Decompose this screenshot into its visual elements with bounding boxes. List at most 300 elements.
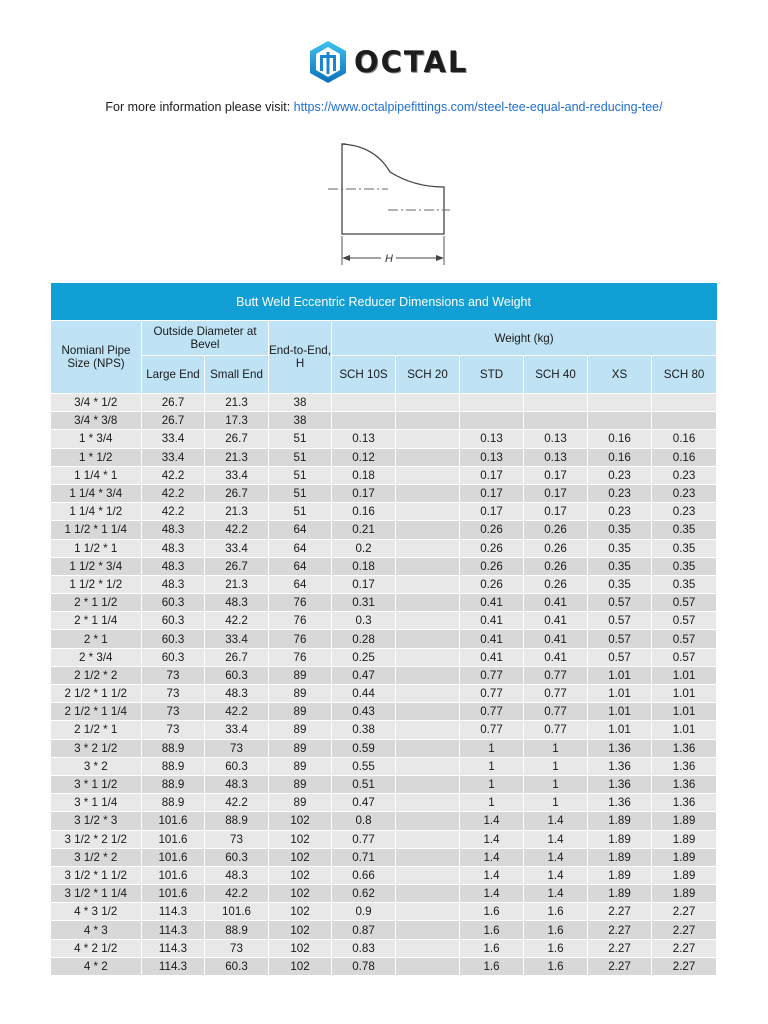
cell-sch20 (396, 612, 460, 630)
table-row (51, 957, 717, 975)
cell-std: 0.41 (460, 594, 524, 612)
cell-std: 1 (460, 775, 524, 793)
cell-sch10s: 0.62 (332, 885, 396, 903)
cell-xs: 0.57 (588, 594, 652, 612)
cell-large-end: 114.3 (142, 921, 205, 939)
cell-xs: 0.16 (588, 448, 652, 466)
cell-sch80: 0.35 (652, 521, 717, 539)
cell-end-to-end: 76 (269, 648, 332, 666)
cell-end-to-end: 102 (269, 921, 332, 939)
cell-sch40: 0.41 (524, 612, 588, 630)
cell-large-end: 101.6 (142, 885, 205, 903)
cell-small-end: 73 (205, 830, 269, 848)
cell-small-end: 42.2 (205, 885, 269, 903)
cell-sch80: 0.35 (652, 575, 717, 593)
cell-sch40: 0.26 (524, 575, 588, 593)
cell-sch20 (396, 739, 460, 757)
cell-sch80: 2.27 (652, 939, 717, 957)
cell-xs: 1.01 (588, 721, 652, 739)
cell-sch20 (396, 466, 460, 484)
cell-large-end: 26.7 (142, 394, 205, 412)
cell-large-end: 88.9 (142, 775, 205, 793)
cell-large-end: 114.3 (142, 903, 205, 921)
cell-large-end: 88.9 (142, 757, 205, 775)
cell-std: 0.77 (460, 666, 524, 684)
cell-sch10s: 0.66 (332, 866, 396, 884)
cell-sch10s: 0.47 (332, 794, 396, 812)
cell-small-end: 26.7 (205, 557, 269, 575)
cell-std: 1.4 (460, 830, 524, 848)
cell-sch40: 0.77 (524, 703, 588, 721)
cell-sch20 (396, 648, 460, 666)
cell-sch80: 0.57 (652, 648, 717, 666)
cell-end-to-end: 51 (269, 484, 332, 502)
cell-small-end: 33.4 (205, 630, 269, 648)
cell-sch80: 0.16 (652, 448, 717, 466)
table-row (51, 466, 717, 484)
cell-small-end: 88.9 (205, 812, 269, 830)
cell-sch20 (396, 394, 460, 412)
cell-sch40: 1.6 (524, 903, 588, 921)
cell-large-end: 33.4 (142, 430, 205, 448)
cell-large-end: 101.6 (142, 812, 205, 830)
header-od: Outside Diameter at Bevel (142, 321, 269, 356)
cell-std: 1.6 (460, 939, 524, 957)
cell-nps: 2 * 3/4 (51, 648, 142, 666)
cell-sch80: 2.27 (652, 957, 717, 975)
cell-large-end: 60.3 (142, 594, 205, 612)
table-row (51, 539, 717, 557)
cell-nps: 2 1/2 * 1 1/4 (51, 703, 142, 721)
header-small-end: Small End (205, 356, 269, 394)
cell-sch20 (396, 521, 460, 539)
cell-sch80: 0.16 (652, 430, 717, 448)
cell-xs: 1.89 (588, 885, 652, 903)
cell-sch10s: 0.47 (332, 666, 396, 684)
cell-sch10s: 0.12 (332, 448, 396, 466)
cell-end-to-end: 102 (269, 848, 332, 866)
cell-end-to-end: 64 (269, 521, 332, 539)
cell-sch10s: 0.55 (332, 757, 396, 775)
cell-end-to-end: 51 (269, 503, 332, 521)
cell-sch80: 0.57 (652, 630, 717, 648)
cell-std: 1.6 (460, 903, 524, 921)
cell-sch20 (396, 666, 460, 684)
cell-sch10s: 0.9 (332, 903, 396, 921)
cell-std: 1.4 (460, 812, 524, 830)
cell-large-end: 33.4 (142, 448, 205, 466)
cell-sch80: 2.27 (652, 903, 717, 921)
cell-sch20 (396, 757, 460, 775)
cell-sch10s: 0.28 (332, 630, 396, 648)
cell-std: 0.41 (460, 612, 524, 630)
cell-nps: 1 1/4 * 1 (51, 466, 142, 484)
table-title: Butt Weld Eccentric Reducer Dimensions and Weight (51, 283, 717, 321)
cell-sch20 (396, 503, 460, 521)
table-row (51, 885, 717, 903)
header-xs: XS (588, 356, 652, 394)
cell-xs: 1.36 (588, 794, 652, 812)
cell-nps: 3 1/2 * 2 (51, 848, 142, 866)
cell-sch80: 0.23 (652, 484, 717, 502)
cell-xs: 1.01 (588, 685, 652, 703)
cell-end-to-end: 76 (269, 630, 332, 648)
cell-nps: 1 * 1/2 (51, 448, 142, 466)
cell-large-end: 101.6 (142, 866, 205, 884)
cell-sch10s: 0.83 (332, 939, 396, 957)
cell-small-end: 60.3 (205, 757, 269, 775)
cell-sch20 (396, 575, 460, 593)
cell-sch20 (396, 430, 460, 448)
cell-xs: 1.36 (588, 739, 652, 757)
cell-sch10s: 0.44 (332, 685, 396, 703)
cell-sch80 (652, 394, 717, 412)
cell-sch80 (652, 412, 717, 430)
cell-sch80: 1.89 (652, 830, 717, 848)
table-row (51, 666, 717, 684)
cell-sch80: 1.01 (652, 721, 717, 739)
cell-xs: 0.57 (588, 612, 652, 630)
cell-small-end: 26.7 (205, 648, 269, 666)
table-row (51, 612, 717, 630)
cell-sch80: 2.27 (652, 921, 717, 939)
cell-large-end: 101.6 (142, 830, 205, 848)
octal-hexagon-logo-icon (308, 40, 348, 84)
cell-end-to-end: 102 (269, 830, 332, 848)
cell-std: 0.77 (460, 685, 524, 703)
cell-sch40: 0.13 (524, 430, 588, 448)
table-row (51, 557, 717, 575)
cell-xs: 1.36 (588, 757, 652, 775)
cell-small-end: 42.2 (205, 794, 269, 812)
cell-sch80: 1.36 (652, 757, 717, 775)
cell-nps: 2 * 1 1/2 (51, 594, 142, 612)
cell-large-end: 48.3 (142, 557, 205, 575)
cell-large-end: 114.3 (142, 957, 205, 975)
header-sch40: SCH 40 (524, 356, 588, 394)
cell-end-to-end: 102 (269, 812, 332, 830)
brand-name: OCTAL (354, 45, 469, 79)
info-prefix: For more information please visit: (105, 100, 294, 114)
cell-nps: 1 1/2 * 1 1/4 (51, 521, 142, 539)
cell-xs: 0.23 (588, 503, 652, 521)
cell-sch20 (396, 557, 460, 575)
cell-large-end: 60.3 (142, 612, 205, 630)
cell-small-end: 21.3 (205, 394, 269, 412)
cell-small-end: 33.4 (205, 539, 269, 557)
cell-sch10s: 0.78 (332, 957, 396, 975)
table-row (51, 412, 717, 430)
table-row (51, 575, 717, 593)
cell-xs: 0.23 (588, 484, 652, 502)
cell-sch40: 1.6 (524, 921, 588, 939)
table-row (51, 903, 717, 921)
cell-sch10s: 0.13 (332, 430, 396, 448)
cell-large-end: 88.9 (142, 794, 205, 812)
cell-end-to-end: 64 (269, 575, 332, 593)
cell-end-to-end: 76 (269, 594, 332, 612)
cell-end-to-end: 76 (269, 612, 332, 630)
cell-sch10s: 0.71 (332, 848, 396, 866)
table-row (51, 630, 717, 648)
cell-xs: 0.35 (588, 575, 652, 593)
cell-nps: 3/4 * 3/8 (51, 412, 142, 430)
cell-small-end: 42.2 (205, 703, 269, 721)
cell-end-to-end: 89 (269, 703, 332, 721)
cell-sch20 (396, 448, 460, 466)
cell-nps: 1 1/2 * 3/4 (51, 557, 142, 575)
cell-xs: 1.36 (588, 775, 652, 793)
cell-std (460, 394, 524, 412)
cell-sch40: 1 (524, 775, 588, 793)
cell-large-end: 42.2 (142, 484, 205, 502)
cell-std: 1.4 (460, 885, 524, 903)
table-row (51, 830, 717, 848)
cell-std: 0.26 (460, 575, 524, 593)
cell-xs: 0.57 (588, 648, 652, 666)
cell-sch20 (396, 721, 460, 739)
cell-std: 0.17 (460, 503, 524, 521)
cell-std: 0.26 (460, 557, 524, 575)
cell-small-end: 60.3 (205, 666, 269, 684)
cell-nps: 4 * 3 (51, 921, 142, 939)
brand-logo (308, 38, 488, 86)
table-row (51, 430, 717, 448)
cell-sch40: 0.17 (524, 503, 588, 521)
cell-sch20 (396, 939, 460, 957)
cell-small-end: 48.3 (205, 775, 269, 793)
cell-xs: 1.01 (588, 703, 652, 721)
cell-small-end: 73 (205, 739, 269, 757)
table-row (51, 812, 717, 830)
cell-sch80: 0.57 (652, 594, 717, 612)
cell-nps: 3 1/2 * 3 (51, 812, 142, 830)
table-row (51, 703, 717, 721)
cell-nps: 1 1/2 * 1 (51, 539, 142, 557)
cell-end-to-end: 38 (269, 412, 332, 430)
cell-small-end: 26.7 (205, 430, 269, 448)
cell-nps: 2 * 1 1/4 (51, 612, 142, 630)
cell-sch10s: 0.21 (332, 521, 396, 539)
cell-end-to-end: 102 (269, 939, 332, 957)
cell-sch80: 1.89 (652, 866, 717, 884)
table-row (51, 794, 717, 812)
cell-sch20 (396, 921, 460, 939)
cell-sch40: 1.4 (524, 812, 588, 830)
cell-end-to-end: 89 (269, 775, 332, 793)
cell-end-to-end: 89 (269, 685, 332, 703)
cell-std: 0.13 (460, 448, 524, 466)
cell-nps: 2 * 1 (51, 630, 142, 648)
cell-sch20 (396, 630, 460, 648)
cell-sch10s: 0.59 (332, 739, 396, 757)
cell-sch20 (396, 539, 460, 557)
cell-small-end: 48.3 (205, 866, 269, 884)
cell-sch40: 0.41 (524, 594, 588, 612)
cell-large-end: 42.2 (142, 503, 205, 521)
cell-sch80: 1.89 (652, 848, 717, 866)
cell-nps: 3 * 2 (51, 757, 142, 775)
cell-sch80: 0.35 (652, 557, 717, 575)
cell-end-to-end: 51 (269, 430, 332, 448)
cell-std: 1 (460, 757, 524, 775)
cell-sch40: 0.26 (524, 539, 588, 557)
table-row (51, 394, 717, 412)
cell-xs: 1.89 (588, 866, 652, 884)
dimension-h-label: H (385, 253, 393, 265)
cell-sch10s: 0.31 (332, 594, 396, 612)
header-sch10s: SCH 10S (332, 356, 396, 394)
cell-small-end: 73 (205, 939, 269, 957)
header-std: STD (460, 356, 524, 394)
cell-sch40: 0.41 (524, 630, 588, 648)
table-body (51, 394, 717, 976)
info-line (0, 100, 768, 114)
table-row (51, 848, 717, 866)
cell-sch20 (396, 885, 460, 903)
cell-nps: 4 * 3 1/2 (51, 903, 142, 921)
cell-xs: 0.35 (588, 539, 652, 557)
cell-sch80: 1.36 (652, 739, 717, 757)
header-weight: Weight (kg) (332, 321, 717, 356)
cell-end-to-end: 102 (269, 957, 332, 975)
cell-sch10s: 0.51 (332, 775, 396, 793)
cell-end-to-end: 51 (269, 448, 332, 466)
cell-xs: 2.27 (588, 921, 652, 939)
cell-sch10s: 0.16 (332, 503, 396, 521)
cell-end-to-end: 102 (269, 885, 332, 903)
cell-sch10s: 0.77 (332, 830, 396, 848)
cell-end-to-end: 89 (269, 721, 332, 739)
cell-xs: 1.89 (588, 830, 652, 848)
cell-sch80: 1.89 (652, 812, 717, 830)
cell-xs: 2.27 (588, 957, 652, 975)
cell-std (460, 412, 524, 430)
cell-small-end: 21.3 (205, 448, 269, 466)
cell-std: 0.77 (460, 721, 524, 739)
table-row (51, 757, 717, 775)
cell-nps: 3 * 1 1/2 (51, 775, 142, 793)
cell-xs: 0.35 (588, 521, 652, 539)
cell-xs: 2.27 (588, 903, 652, 921)
cell-small-end: 26.7 (205, 484, 269, 502)
cell-sch10s: 0.18 (332, 557, 396, 575)
table-row (51, 721, 717, 739)
cell-large-end: 48.3 (142, 575, 205, 593)
cell-small-end: 88.9 (205, 921, 269, 939)
table-row (51, 484, 717, 502)
cell-std: 1.4 (460, 866, 524, 884)
cell-end-to-end: 51 (269, 466, 332, 484)
cell-sch40: 1.4 (524, 848, 588, 866)
cell-nps: 3 * 2 1/2 (51, 739, 142, 757)
cell-sch10s (332, 412, 396, 430)
cell-sch10s: 0.3 (332, 612, 396, 630)
cell-end-to-end: 89 (269, 757, 332, 775)
cell-sch10s: 0.38 (332, 721, 396, 739)
header-sch20: SCH 20 (396, 356, 460, 394)
cell-sch80: 0.57 (652, 612, 717, 630)
cell-sch20 (396, 775, 460, 793)
cell-end-to-end: 102 (269, 866, 332, 884)
cell-large-end: 73 (142, 685, 205, 703)
cell-sch20 (396, 412, 460, 430)
cell-sch20 (396, 866, 460, 884)
cell-small-end: 42.2 (205, 521, 269, 539)
cell-large-end: 101.6 (142, 848, 205, 866)
cell-small-end: 33.4 (205, 466, 269, 484)
cell-end-to-end: 38 (269, 394, 332, 412)
cell-sch40: 0.26 (524, 521, 588, 539)
cell-std: 0.13 (460, 430, 524, 448)
cell-std: 1.6 (460, 957, 524, 975)
cell-sch40: 1.4 (524, 866, 588, 884)
cell-xs: 1.89 (588, 848, 652, 866)
cell-small-end: 21.3 (205, 575, 269, 593)
cell-nps: 3/4 * 1/2 (51, 394, 142, 412)
cell-sch40: 1 (524, 757, 588, 775)
cell-sch10s: 0.43 (332, 703, 396, 721)
cell-sch20 (396, 903, 460, 921)
cell-nps: 1 1/4 * 3/4 (51, 484, 142, 502)
cell-end-to-end: 89 (269, 794, 332, 812)
cell-small-end: 48.3 (205, 594, 269, 612)
cell-sch40: 0.77 (524, 721, 588, 739)
table-row (51, 594, 717, 612)
cell-small-end: 21.3 (205, 503, 269, 521)
cell-xs: 0.35 (588, 557, 652, 575)
cell-sch10s: 0.25 (332, 648, 396, 666)
cell-end-to-end: 89 (269, 739, 332, 757)
cell-nps: 1 1/4 * 1/2 (51, 503, 142, 521)
cell-std: 0.26 (460, 521, 524, 539)
cell-sch40: 0.77 (524, 666, 588, 684)
cell-sch20 (396, 794, 460, 812)
cell-sch40: 0.17 (524, 466, 588, 484)
cell-nps: 3 1/2 * 1 1/4 (51, 885, 142, 903)
table-row (51, 939, 717, 957)
info-link[interactable]: https://www.octalpipefittings.com/steel-tee-equal-and-reducing-tee/ (293, 100, 663, 114)
cell-small-end: 60.3 (205, 848, 269, 866)
cell-end-to-end: 64 (269, 539, 332, 557)
cell-large-end: 48.3 (142, 539, 205, 557)
header-nps: Nomianl Pipe Size (NPS) (51, 321, 142, 394)
cell-large-end: 60.3 (142, 630, 205, 648)
header-sch80: SCH 80 (652, 356, 717, 394)
cell-sch20 (396, 594, 460, 612)
cell-std: 1.4 (460, 848, 524, 866)
reducer-drawing (320, 132, 460, 272)
dimensions-table (50, 283, 717, 976)
cell-sch80: 0.23 (652, 466, 717, 484)
cell-sch40 (524, 412, 588, 430)
cell-xs: 0.16 (588, 430, 652, 448)
cell-small-end: 33.4 (205, 721, 269, 739)
cell-end-to-end: 64 (269, 557, 332, 575)
header-large-end: Large End (142, 356, 205, 394)
cell-nps: 2 1/2 * 2 (51, 666, 142, 684)
cell-std: 1.6 (460, 921, 524, 939)
cell-xs (588, 412, 652, 430)
cell-nps: 4 * 2 1/2 (51, 939, 142, 957)
cell-xs: 0.57 (588, 630, 652, 648)
cell-sch40: 1.4 (524, 830, 588, 848)
cell-large-end: 88.9 (142, 739, 205, 757)
table-row (51, 521, 717, 539)
cell-sch40: 1 (524, 794, 588, 812)
cell-sch80: 1.36 (652, 775, 717, 793)
cell-sch10s: 0.17 (332, 575, 396, 593)
